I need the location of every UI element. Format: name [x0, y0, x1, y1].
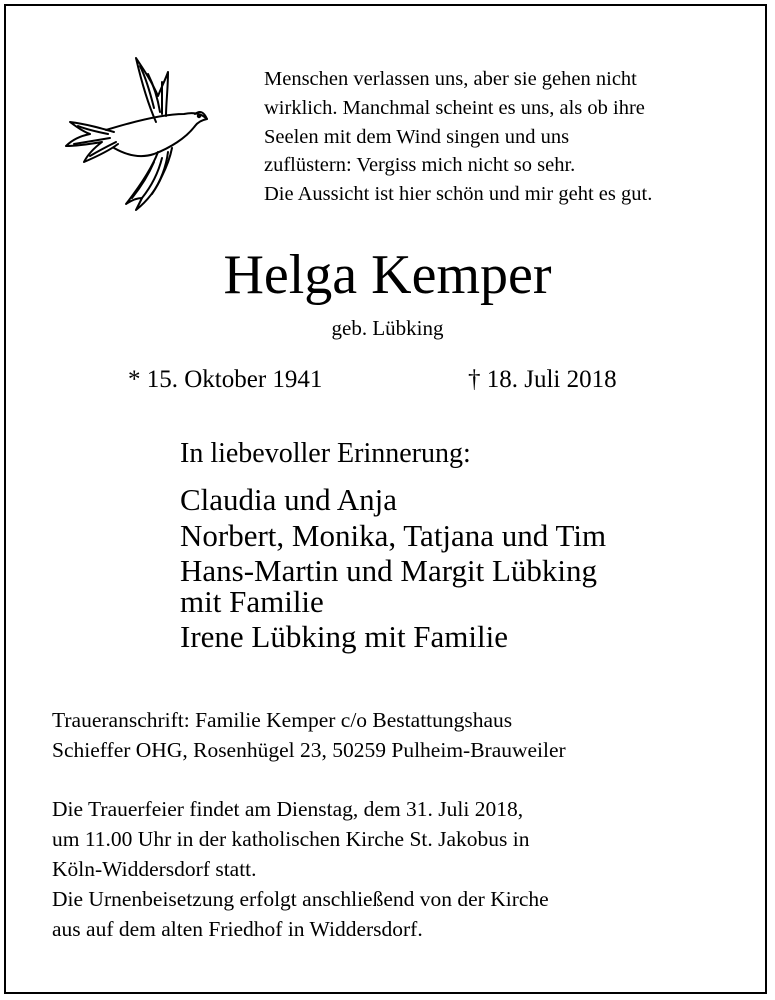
- dove-icon: [62, 52, 214, 212]
- mourner-entry: Irene Lübking mit Familie: [180, 619, 509, 654]
- poem-line: Menschen verlassen uns, aber sie gehen nicht: [264, 68, 637, 90]
- birth-date: * 15. Oktober 1941: [128, 366, 323, 393]
- service-line: Köln-Widdersdorf statt.: [52, 857, 257, 881]
- service-info: [52, 794, 549, 944]
- address-line: Schieffer OHG, Rosenhügel 23, 50259 Pulheim-Brauweiler: [52, 738, 566, 762]
- mourner-entry: Norbert, Monika, Tatjana und Tim: [180, 517, 607, 553]
- poem-line: Seelen mit dem Wind singen und uns: [264, 125, 570, 148]
- remembrance-intro: In liebevoller Erinnerung:: [180, 438, 471, 469]
- service-line: um 11.00 Uhr in der katholischen Kirche St. Jakobus in: [52, 827, 530, 851]
- mourner-entry: Hans-Martin und Margit Lübking: [180, 553, 598, 588]
- mourner-entry: Claudia und Anja: [180, 482, 397, 517]
- poem-line: wirklich. Manchmal scheint es uns, als ob ihre: [264, 96, 645, 119]
- death-date: † 18. Juli 2018: [468, 366, 617, 393]
- service-line: aus auf dem alten Friedhof in Widdersdorf.: [52, 917, 423, 941]
- birth-name: geb. Lübking: [331, 316, 444, 340]
- mourning-address: [52, 705, 566, 765]
- service-line: Die Urnenbeisetzung erfolgt anschließend von der Kirche: [52, 887, 549, 911]
- poem-line: Die Aussicht ist hier schön und mir geht es gut.: [264, 183, 653, 206]
- service-line: Die Trauerfeier findet am Dienstag, dem 31. Juli 2018,: [52, 797, 524, 821]
- poem-block: [264, 65, 652, 209]
- deceased-name: Helga Kemper: [223, 244, 552, 306]
- poem-line: zuflüstern: Vergiss mich nicht so sehr.: [264, 154, 576, 177]
- mourner-entry: mit Familie: [180, 583, 324, 619]
- address-line: Traueranschrift: Familie Kemper c/o Bestattungshaus: [52, 708, 513, 732]
- mourners-list: [180, 482, 607, 658]
